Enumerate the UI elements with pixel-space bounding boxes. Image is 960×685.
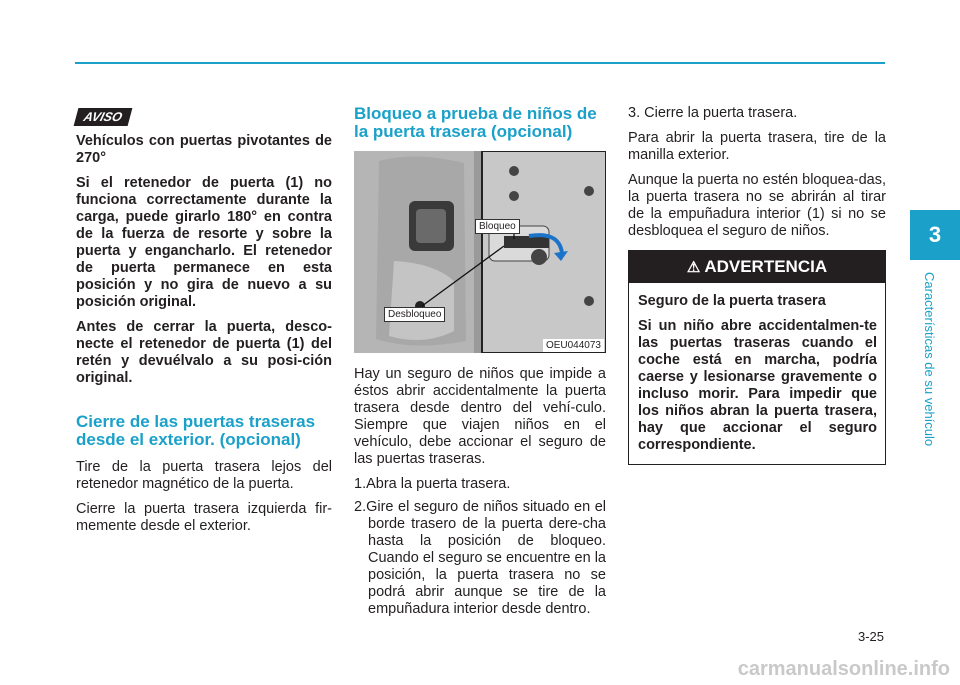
header-rule — [75, 62, 885, 64]
column-middle — [354, 105, 606, 626]
child-lock-figure — [354, 151, 606, 353]
step-3: 3. Cierre la puerta trasera. — [628, 105, 798, 121]
figure-label-lock: Bloqueo — [475, 219, 520, 234]
warning-triangle-icon: ⚠ — [686, 259, 701, 276]
warning-header — [629, 251, 885, 283]
child-lock-paragraph: Hay un seguro de niños que impide a éstos abrir accidentalmente la puerta trasera desde dentro del vehí-culo. Siempre que viajen niños en el vehículo, debe accionar el seguro de las puertas traseras. — [354, 366, 606, 467]
figure-code: OEU044073 — [543, 339, 604, 352]
warning-box — [628, 250, 886, 465]
warning-text: Si un niño abre accidentalmen-te las puertas traseras cuando el coche está en marcha, podría caerse y lesionarse gravemente o incluso morir. Para impedir que los niños abran la puerta trasera, hay que accionar el seguro correspondiente. — [638, 318, 877, 453]
aviso-paragraph-1: Si el retenedor de puerta (1) no funciona correctamente durante la carga, puede girarlo 180° en contra de la fuerza de resorte y sobre la puerta y engancharlo. El retenedor de puerta permanece en esta posición y no gira de nuevo a su posición original. — [76, 175, 332, 310]
rear-doors-paragraph-2: Cierre la puerta trasera izquierda fir-memente desde el exterior. — [76, 501, 332, 534]
page-number: 3-25 — [857, 629, 884, 644]
chapter-number-tab: 3 — [910, 210, 960, 260]
warning-header-label: ADVERTENCIA — [704, 257, 828, 276]
section-title-child-lock: Bloqueo a prueba de niños de la puerta trasera (opcional) — [354, 104, 597, 141]
chapter-title: Características de su vehículo — [922, 272, 937, 447]
warning-title: Seguro de la puerta trasera — [638, 293, 826, 309]
step-2: 2.Gire el seguro de niños situado en el borde trasero de la puerta dere-cha hasta la posición de bloqueo. Cuando el seguro se encuentre en la posición, la puerta trasera no se podrá abrir aunque se tire de la empuñadura interior desde dentro. — [354, 499, 606, 617]
figure-label-unlock: Desbloqueo — [384, 307, 445, 322]
step-1: 1.Abra la puerta trasera. — [354, 476, 511, 492]
aviso-paragraph-2: Antes de cerrar la puerta, desco-necte el retenedor de puerta (1) del retén y devuélvalo a su posi-ción original. — [76, 319, 332, 386]
warning-body — [629, 283, 885, 464]
rear-doors-paragraph-1: Tire de la puerta trasera lejos del retenedor magnético de la puerta. — [76, 459, 332, 492]
aviso-heading: Vehículos con puertas pivotantes de 270° — [76, 133, 332, 166]
column-right — [628, 105, 886, 465]
section-title-rear-doors: Cierre de las puertas traseras desde el exterior. (opcional) — [76, 412, 316, 449]
child-lock-illustration — [354, 151, 606, 353]
open-door-paragraph: Para abrir la puerta trasera, tire de la manilla exterior. — [628, 130, 886, 163]
unlock-note-paragraph: Aunque la puerta no estén bloquea-das, la puerta trasera no se abrirán al tirar de la empuñadura interior (1) si no se desbloquea el seguro de niños. — [628, 172, 886, 239]
column-left — [76, 133, 332, 543]
aviso-badge: AVISO — [74, 108, 133, 126]
watermark: carmanualsonline.info — [737, 658, 950, 680]
aviso-badge-wrap — [76, 108, 130, 126]
child-lock-steps — [354, 476, 606, 618]
